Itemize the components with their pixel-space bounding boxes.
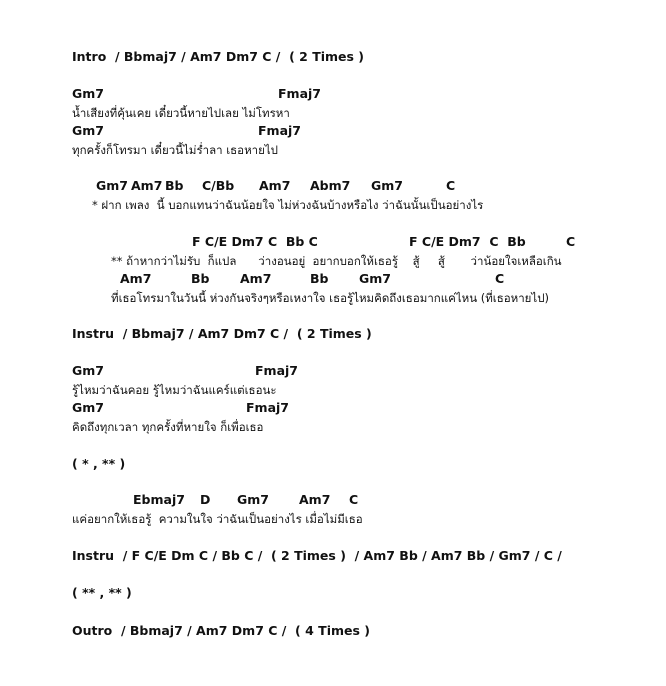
chord: Gm7 xyxy=(96,178,128,193)
lyric-line: ** ถ้าหากว่าไม่รับ ก็แปล ว่างอนอยู่ อยากบอกให้เธอรู้ สู้ สู้ ว่าน้อยใจเหลือเกิน xyxy=(111,254,562,268)
chord: C xyxy=(446,178,456,193)
chord: Fmaj7 xyxy=(278,86,321,101)
chord: C xyxy=(349,492,359,507)
chord: Am7 xyxy=(240,271,272,286)
chord: Am7 xyxy=(131,178,163,193)
chord: Am7 xyxy=(120,271,152,286)
instrumental-line: Instru / Bbmaj7 / Am7 Dm7 C / ( 2 Times ) xyxy=(72,326,372,341)
chord: Fmaj7 xyxy=(246,400,289,415)
chord: Gm7 xyxy=(237,492,269,507)
chord: Ebmaj7 xyxy=(133,492,185,507)
chord: Bb xyxy=(165,178,184,193)
chord: C xyxy=(495,271,505,286)
chord: Bb xyxy=(310,271,329,286)
instrumental-line: Instru / F C/E Dm C / Bb C / ( 2 Times ) / Am7 Bb / Am7 Bb / Gm7 / C / xyxy=(72,548,562,563)
chord-group: F C/E Dm7 C Bb xyxy=(409,234,526,249)
chord: Gm7 xyxy=(72,400,104,415)
chord: Fmaj7 xyxy=(255,363,298,378)
chord: C/Bb xyxy=(202,178,235,193)
chord: Am7 xyxy=(299,492,331,507)
lyric-line: ทุกครั้งก็โทรมา เดี๋ยวนี้ไม่ร่ำลา เธอหายไป xyxy=(72,143,278,157)
chord: Gm7 xyxy=(72,86,104,101)
chord: C xyxy=(566,234,576,249)
lyric-line: น้ำเสียงที่คุ้นเคย เดี๋ยวนี้หายไปเลย ไม่โทรหา xyxy=(72,106,290,120)
chord: Fmaj7 xyxy=(258,123,301,138)
chord: Bb xyxy=(191,271,210,286)
chord: D xyxy=(200,492,211,507)
chord: Gm7 xyxy=(371,178,403,193)
lyric-line: รู้ไหมว่าฉันคอย รู้ไหมว่าฉันแคร์แต่เธอนะ xyxy=(72,383,277,397)
chord: Abm7 xyxy=(310,178,351,193)
chord: Am7 xyxy=(259,178,291,193)
chord: Gm7 xyxy=(72,123,104,138)
repeat-marker: ( * , ** ) xyxy=(72,456,126,471)
lyric-line: คิดถึงทุกเวลา ทุกครั้งที่หายใจ ก็เพื่อเธอ xyxy=(72,420,264,434)
chord: Gm7 xyxy=(72,363,104,378)
repeat-marker: ( ** , ** ) xyxy=(72,585,132,600)
outro-line: Outro / Bbmaj7 / Am7 Dm7 C / ( 4 Times ) xyxy=(72,623,370,638)
intro-line: Intro / Bbmaj7 / Am7 Dm7 C / ( 2 Times ) xyxy=(72,49,365,64)
lyric-line: ที่เธอโทรมาในวันนี้ ห่วงกันจริงๆหรือเหงาใจ เธอรู้ไหมคิดถึงเธอมากแค่ไหน (ที่เธอหายไป) xyxy=(111,291,549,305)
chord-group: F C/E Dm7 C Bb C xyxy=(192,234,318,249)
lyric-line: แค่อยากให้เธอรู้ ความในใจ ว่าฉันเป็นอย่างไร เมื่อไม่มีเธอ xyxy=(72,512,363,526)
chord: Gm7 xyxy=(359,271,391,286)
lyric-line: * ฝาก เพลง นี้ บอกแทนว่าฉันน้อยใจ ไม่ห่วงฉันบ้างหรือไง ว่าฉันนั้นเป็นอย่างไร xyxy=(92,198,484,212)
